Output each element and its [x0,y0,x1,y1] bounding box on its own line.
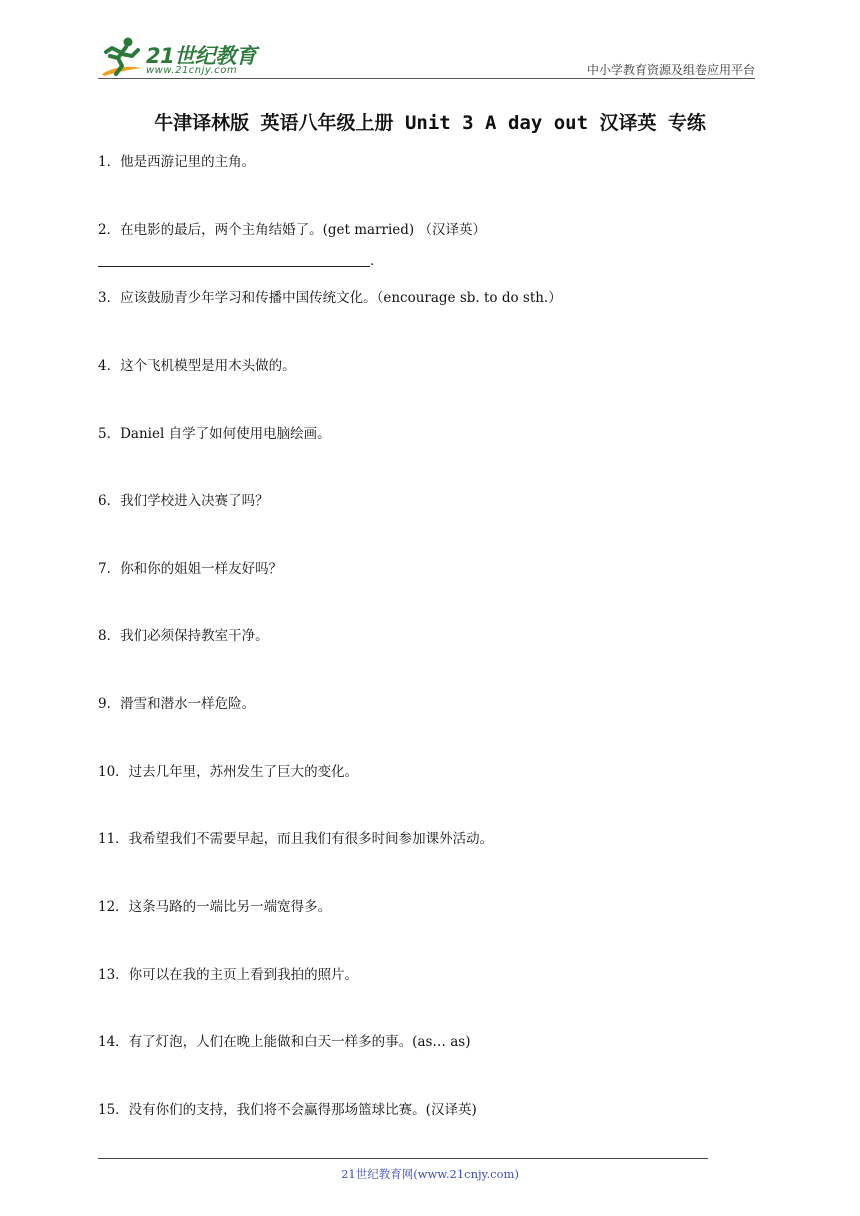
logo [98,34,298,78]
question-item: 9．滑雪和潜水一样危险。 [98,696,256,712]
page-title: 牛津译林版 英语八年级上册 Unit 3 A day out 汉译英 专练 [154,112,706,134]
question-item: 4．这个飞机模型是用木头做的。 [98,358,296,374]
logo-text: 21世纪教育 [146,44,257,68]
footer-text: 21世纪教育网(www.21cnjy.com) [341,1167,519,1181]
question-item: 12．这条马路的一端比另一端宽得多。 [98,899,332,915]
question-item: 14．有了灯泡，人们在晚上能做和白天一样多的事。(as… as) [98,1034,471,1050]
question-item: 3．应该鼓励青少年学习和传播中国传统文化。（encourage sb. to do sth.） [98,290,562,306]
question-item: 1．他是西游记里的主角。 [98,154,256,170]
logo-url: www.21cnjy.com [146,65,238,76]
question-item: 8．我们必须保持教室干净。 [98,628,269,644]
answer-period: . [370,254,375,269]
question-item: 6．我们学校进入决赛了吗？ [98,493,269,509]
question-item: 10．过去几年里，苏州发生了巨大的变化。 [98,764,359,780]
question-item: 7．你和你的姐姐一样友好吗？ [98,561,283,577]
question-item: 11．我希望我们不需要早起，而且我们有很多时间参加课外活动。 [98,831,494,847]
answer-blank-line [98,266,370,267]
footer-divider [98,1158,708,1159]
platform-tagline: 中小学教育资源及组卷应用平台 [586,63,755,77]
question-item: 13．你可以在我的主页上看到我拍的照片。 [98,967,359,983]
question-item: 15．没有你们的支持，我们将不会赢得那场篮球比赛。(汉译英) [98,1102,477,1118]
header-divider [98,78,755,79]
question-item: 2．在电影的最后，两个主角结婚了。(get married) （汉译英） [98,222,486,238]
page-header [98,30,755,80]
runner-logo-icon [98,34,146,78]
question-item: 5．Daniel 自学了如何使用电脑绘画。 [98,426,331,442]
